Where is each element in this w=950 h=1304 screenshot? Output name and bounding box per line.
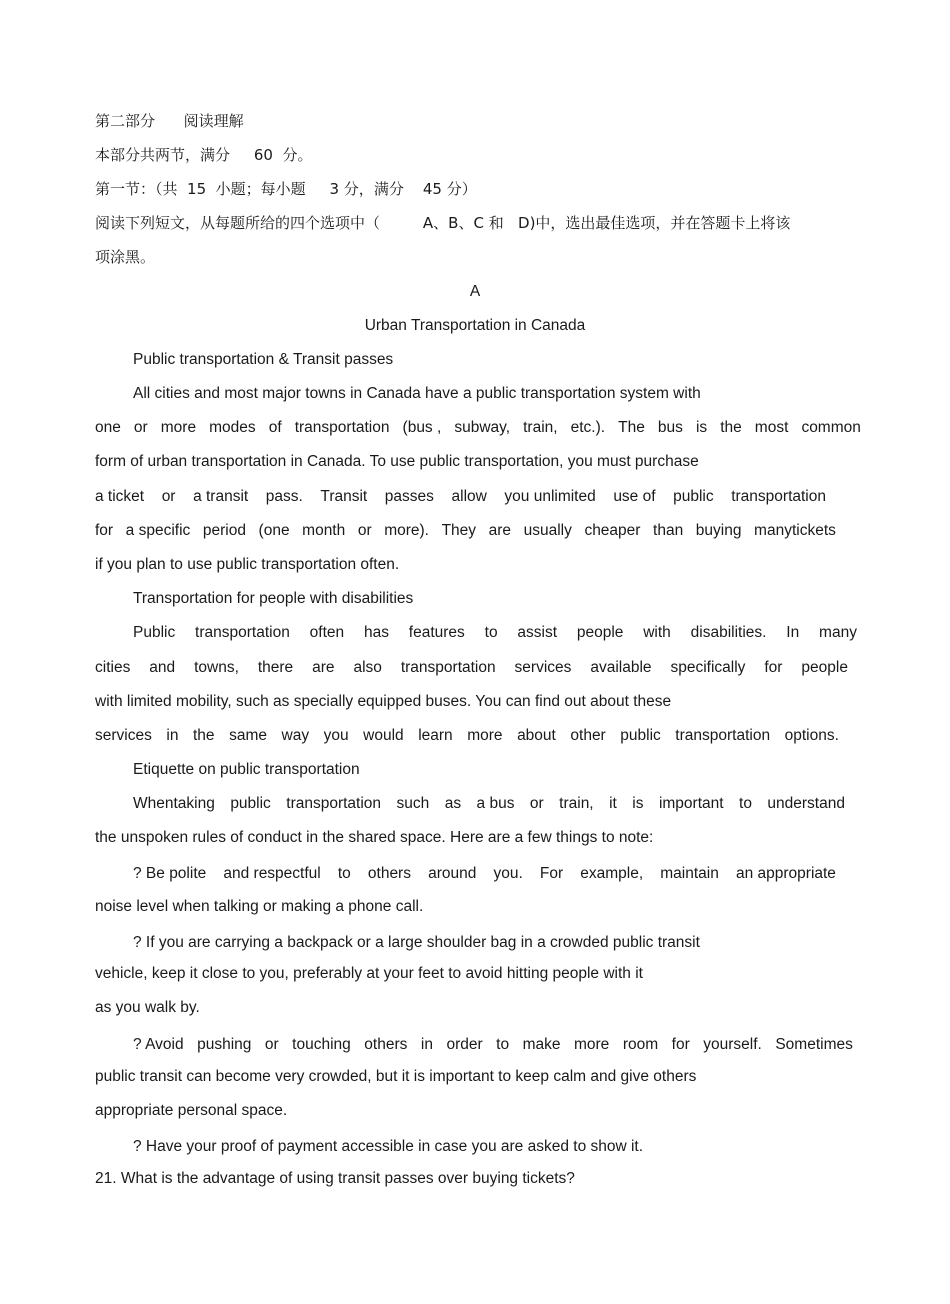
word: more: [573, 1036, 610, 1053]
word: are: [488, 522, 512, 539]
word: allow: [451, 488, 487, 505]
word: train,: [523, 419, 558, 436]
question-21: 21. What is the advantage of using transit passes over buying tickets?: [95, 1170, 575, 1187]
section-heading-transit-passes: Public transportation & Transit passes: [133, 351, 394, 368]
word: you: [323, 727, 349, 744]
word: one: [95, 419, 121, 436]
word: to: [739, 795, 752, 812]
word: or: [264, 1036, 279, 1053]
word: more: [467, 727, 503, 744]
word: (bus ,: [402, 419, 442, 436]
word: Transit: [320, 488, 368, 505]
word: many: [819, 624, 857, 641]
word: Whentaking: [133, 795, 215, 812]
word: around: [428, 865, 477, 882]
word: order: [446, 1036, 483, 1053]
instruction-line-2: 项涂黑。: [95, 248, 156, 266]
bullet-backpack-line: as you walk by.: [95, 999, 200, 1016]
word: yourself.: [703, 1036, 762, 1053]
word: to: [484, 624, 498, 641]
word: learn: [418, 727, 453, 744]
word: The: [618, 419, 645, 436]
word: public: [230, 795, 271, 812]
word: more: [160, 419, 197, 436]
word: most: [754, 419, 789, 436]
word: modes: [209, 419, 256, 436]
bullet-backpack-line: ? If you are carrying a backpack or a large shoulder bag in a crowded public transit: [133, 934, 700, 951]
paragraph-line: if you plan to use public transportation often.: [95, 556, 400, 573]
word: pass.: [265, 488, 303, 505]
word: an appropriate: [735, 865, 836, 882]
paragraph-line: [133, 623, 857, 643]
word: pushing: [197, 1036, 252, 1053]
word: others: [367, 865, 411, 882]
word: such: [396, 795, 430, 812]
section-line: 第一节：（共 15 小题；每小题 3 分，满分 45 分）: [95, 180, 477, 198]
word: towns,: [194, 659, 239, 676]
word: to: [496, 1036, 510, 1053]
word: etc.).: [570, 419, 606, 436]
paragraph-line: [95, 487, 826, 507]
word: subway,: [454, 419, 511, 436]
word: train,: [559, 795, 594, 812]
word: the: [193, 727, 215, 744]
word: there: [257, 659, 294, 676]
paragraph-line: [95, 418, 861, 438]
part-title: 第二部分 阅读理解: [95, 112, 244, 130]
word: period: [202, 522, 246, 539]
word: month: [302, 522, 346, 539]
word: it: [609, 795, 617, 812]
word: common: [801, 419, 861, 436]
word: services: [514, 659, 572, 676]
word: a transit: [193, 488, 249, 505]
passage-title: Urban Transportation in Canada: [364, 317, 586, 334]
word: people: [801, 659, 848, 676]
word: use of: [613, 488, 656, 505]
paragraph-line: form of urban transportation in Canada. To use public transportation, you must purchase: [95, 453, 699, 470]
bullet-pushing-line: [133, 1035, 853, 1055]
word: to: [337, 865, 351, 882]
bullet-payment-line: ? Have your proof of payment accessible in case you are asked to show it.: [133, 1138, 644, 1155]
word: or: [357, 522, 372, 539]
word: passes: [384, 488, 434, 505]
word: Sometimes: [775, 1036, 853, 1053]
word: is: [632, 795, 644, 812]
paragraph-line: [95, 521, 836, 541]
word: or: [529, 795, 544, 812]
bullet-backpack-line: vehicle, keep it close to you, preferably at your feet to avoid hitting people with it: [95, 965, 643, 982]
word: and respectful: [223, 865, 321, 882]
word: usually: [523, 522, 572, 539]
word: same: [229, 727, 267, 744]
word: ? Be polite: [133, 865, 207, 882]
word: would: [363, 727, 404, 744]
word: bus: [657, 419, 683, 436]
word: of: [268, 419, 282, 436]
word: or: [133, 419, 148, 436]
word: cheaper: [584, 522, 641, 539]
word: transportation: [286, 795, 382, 812]
instruction-line-1: 阅读下列短文，从每题所给的四个选项中（ A、B、C 和 D)中，选出最佳选项，并在答题卡上将该: [95, 214, 791, 232]
word: in: [420, 1036, 433, 1053]
passage-letter: A: [469, 283, 481, 300]
word: public: [673, 488, 714, 505]
word: room: [622, 1036, 659, 1053]
word: often: [309, 624, 345, 641]
word: specifically: [670, 659, 746, 676]
word: touching: [292, 1036, 351, 1053]
word: others: [364, 1036, 408, 1053]
word: features: [408, 624, 465, 641]
word: transportation: [731, 488, 826, 505]
score-line: 本部分共两节，满分 60 分。: [95, 146, 313, 164]
word: transportation: [400, 659, 496, 676]
paragraph-line: [95, 726, 839, 746]
word: In: [786, 624, 800, 641]
word: transportation: [195, 624, 290, 641]
word: a bus: [476, 795, 515, 812]
word: for: [671, 1036, 690, 1053]
bullet-pushing-line: public transit can become very crowded, but it is important to keep calm and give others: [95, 1068, 697, 1085]
bullet-polite-line: [133, 864, 836, 884]
word: buying: [695, 522, 742, 539]
word: options.: [784, 727, 839, 744]
word: you.: [493, 865, 523, 882]
word: manytickets: [754, 522, 836, 539]
word: than: [653, 522, 684, 539]
word: assist: [517, 624, 558, 641]
word: a specific: [125, 522, 191, 539]
word: as: [444, 795, 462, 812]
word: you unlimited: [504, 488, 596, 505]
word: They: [441, 522, 477, 539]
word: a ticket: [95, 488, 145, 505]
paragraph-line: the unspoken rules of conduct in the shared space. Here are a few things to note:: [95, 829, 654, 846]
word: or: [161, 488, 176, 505]
word: Public: [133, 624, 176, 641]
paragraph-line: [95, 658, 848, 678]
section-heading-disabilities: Transportation for people with disabilities: [133, 590, 414, 607]
word: important: [658, 795, 724, 812]
word: transportation: [294, 419, 390, 436]
bullet-polite-line: noise level when talking or making a phone call.: [95, 898, 424, 915]
word: and: [149, 659, 176, 676]
word: for: [764, 659, 783, 676]
word: transportation: [675, 727, 771, 744]
word: are: [312, 659, 335, 676]
paragraph-line: [133, 794, 845, 814]
word: maintain: [660, 865, 719, 882]
paragraph-line: All cities and most major towns in Canada have a public transportation system with: [133, 385, 701, 402]
word: way: [281, 727, 310, 744]
word: for: [95, 522, 114, 539]
word: example,: [580, 865, 644, 882]
section-heading-etiquette: Etiquette on public transportation: [133, 761, 360, 778]
word: For: [539, 865, 564, 882]
word: with: [643, 624, 671, 641]
word: people: [576, 624, 624, 641]
word: services: [95, 727, 152, 744]
word: in: [166, 727, 179, 744]
word: disabilities.: [690, 624, 767, 641]
bullet-pushing-line: appropriate personal space.: [95, 1102, 288, 1119]
word: has: [363, 624, 389, 641]
word: also: [353, 659, 382, 676]
word: (one: [258, 522, 290, 539]
word: other: [570, 727, 606, 744]
word: understand: [767, 795, 845, 812]
word: public: [620, 727, 661, 744]
word: available: [590, 659, 652, 676]
word: ? Avoid: [133, 1036, 184, 1053]
word: make: [522, 1036, 561, 1053]
word: the: [720, 419, 742, 436]
word: about: [517, 727, 556, 744]
paragraph-line: with limited mobility, such as specially equipped buses. You can find out about these: [95, 693, 672, 710]
word: more).: [384, 522, 429, 539]
word: is: [695, 419, 708, 436]
word: cities: [95, 659, 131, 676]
